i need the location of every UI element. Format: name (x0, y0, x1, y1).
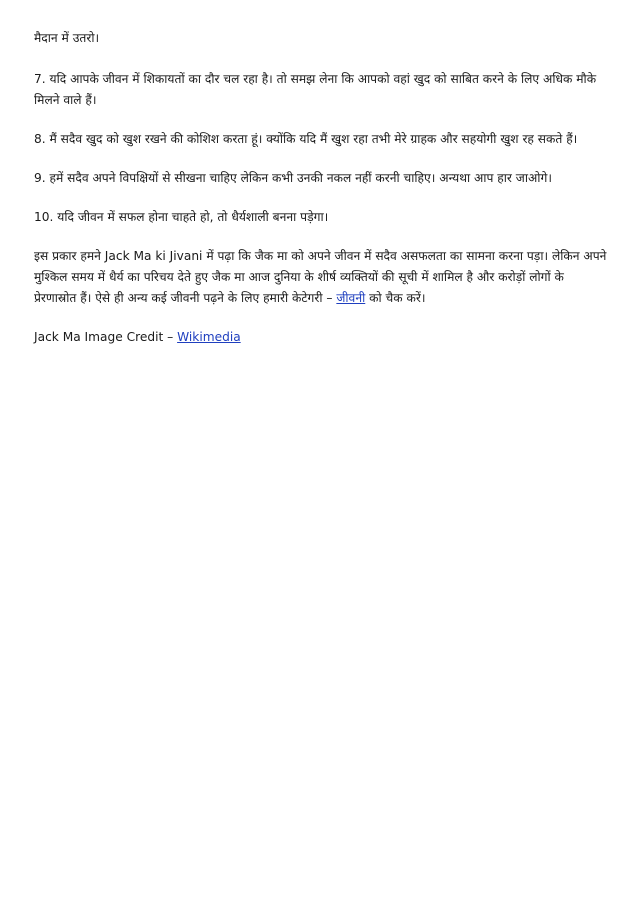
image-credit-text: Jack Ma Image Credit – (34, 330, 178, 344)
conclusion-paragraph (34, 246, 608, 309)
biography-category-link[interactable]: जीवनी (336, 291, 366, 305)
conclusion-suffix: को चैक करें। (365, 291, 426, 305)
conclusion-text: इस प्रकार हमने Jack Ma ki Jivani में पढ़ा कि जैक मा को अपने जीवन में सदैव असफलता का सामना करना पड़ा। लेकिन अपने मुश्किल समय में धैर्य का परिचय देते हुए जैक मा आज दुनिया के शीर्ष व्यक्तियों की सूची में शामिल है और करोड़ों लोगों के प्रेरणास्रोत हैं। ऐसे ही अन्य कई जीवनी पढ़ने के लिए हमारी केटेगरी – (34, 249, 607, 305)
image-credit (34, 327, 608, 348)
wikimedia-link[interactable]: Wikimedia (177, 330, 241, 344)
point-9: 9. हमें सदैव अपने विपक्षियों से सीखना चाहिए लेकिन कभी उनकी नकल नहीं करनी चाहिए। अन्यथा आप हार जाओगे। (34, 171, 552, 185)
intro-line: मैदान में उतरो। (34, 31, 100, 45)
point-10: 10. यदि जीवन में सफल होना चाहते हो, तो धैर्यशाली बनना पड़ेगा। (34, 210, 329, 224)
point-7: 7. यदि आपके जीवन में शिकायतों का दौर चल रहा है। तो समझ लेना कि आपको वहां खुद को साबित करने के लिए अधिक मौके मिलने वाले हैं। (34, 72, 597, 107)
point-8: 8. मैं सदैव खुद को खुश रखने की कोशिश करता हूं। क्योंकि यदि मैं खुश रहा तभी मेरे ग्राहक और सहयोगी खुश रह सकते हैं। (34, 132, 578, 146)
